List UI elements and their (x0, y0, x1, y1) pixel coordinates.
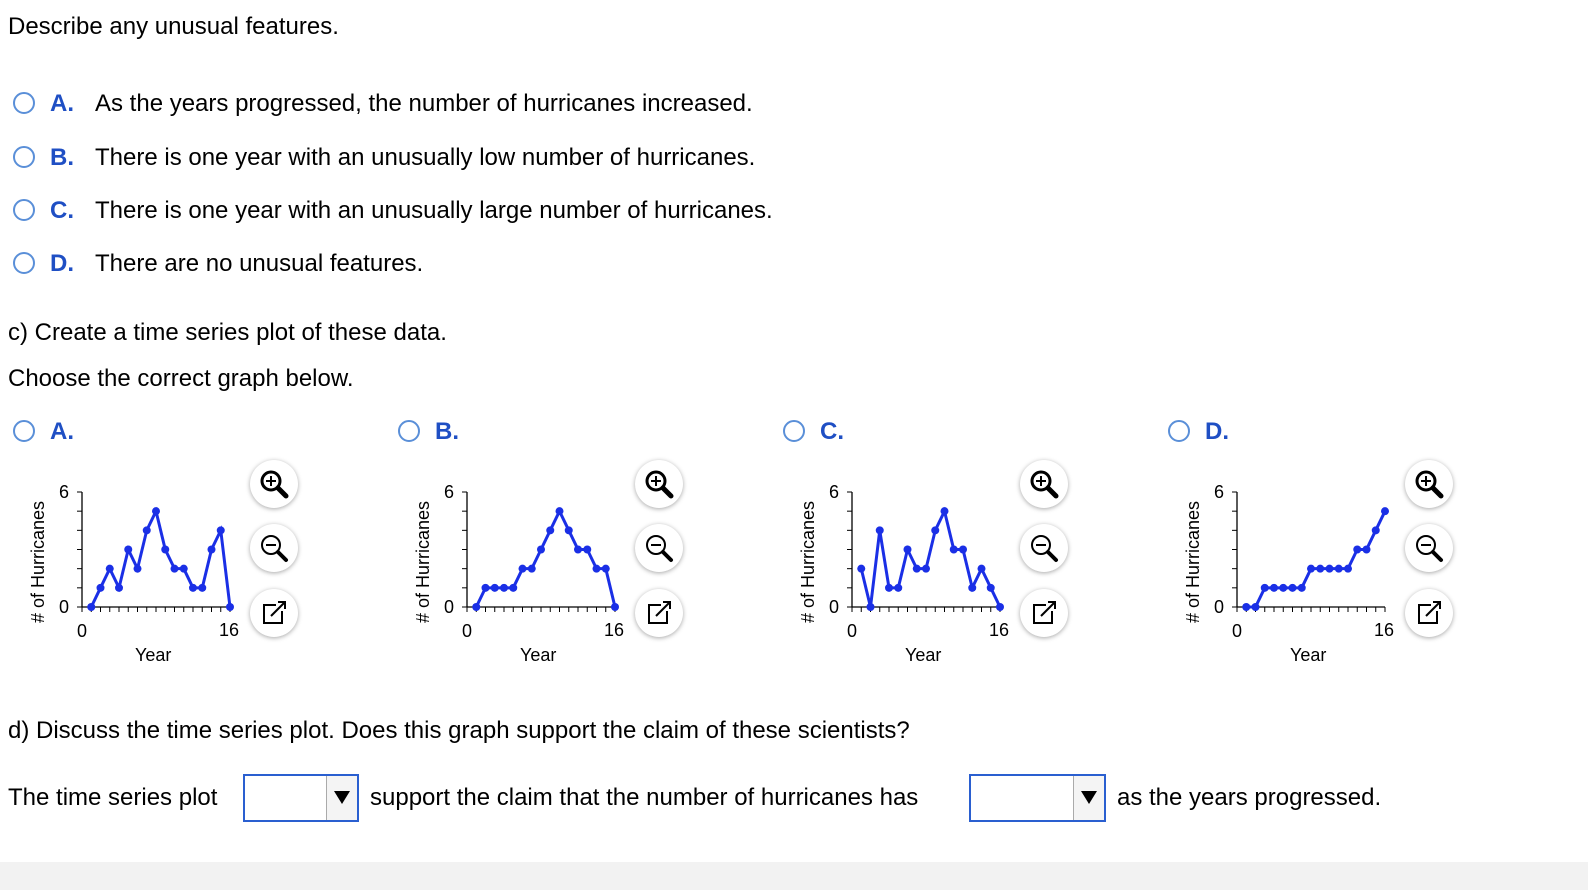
data-point (904, 546, 912, 554)
option-b-c-text[interactable]: There is one year with an unusually large number of hurricanes. (95, 197, 773, 224)
zoom-out-button[interactable] (635, 524, 683, 572)
data-point (867, 603, 875, 611)
data-point (1252, 603, 1260, 611)
y-axis-label: # of Hurricanes (413, 500, 433, 623)
data-point (198, 584, 206, 592)
data-point (509, 584, 517, 592)
data-point (134, 565, 142, 573)
support-select[interactable] (243, 774, 359, 822)
dropdown-arrow-icon[interactable] (326, 776, 357, 820)
data-point (1372, 526, 1380, 534)
question-c-instruction: Choose the correct graph below. (8, 365, 354, 392)
data-point (1270, 584, 1278, 592)
y-tick-label-max: 6 (59, 482, 70, 502)
data-point (602, 565, 610, 573)
x-axis-label: Year (520, 645, 557, 665)
y-tick-label-min: 0 (829, 597, 840, 617)
popout-icon (1020, 589, 1068, 637)
graph-option-a-letter: A. (50, 418, 74, 445)
option-b-d-text[interactable]: There are no unusual features. (95, 250, 424, 277)
y-axis-label: # of Hurricanes (1183, 500, 1203, 623)
data-point (1316, 565, 1324, 573)
popout-button[interactable] (250, 589, 298, 637)
data-point (574, 546, 582, 554)
data-point (208, 546, 216, 554)
zoom-in-button[interactable] (1405, 460, 1453, 508)
data-point (611, 603, 619, 611)
data-point (1298, 584, 1306, 592)
data-point (987, 584, 995, 592)
data-point (1289, 584, 1297, 592)
data-point (556, 507, 564, 515)
data-point (1261, 584, 1269, 592)
y-tick-label-max: 6 (1214, 482, 1225, 502)
popout-button[interactable] (635, 589, 683, 637)
data-point (87, 603, 95, 611)
zoom-in-button[interactable] (250, 460, 298, 508)
data-point (472, 603, 480, 611)
zoom-out-button[interactable] (1405, 524, 1453, 572)
data-point (996, 603, 1004, 611)
data-point (482, 584, 490, 592)
x-axis-label: Year (905, 645, 942, 665)
y-axis-label: # of Hurricanes (28, 500, 48, 623)
sentence-part-2: support the claim that the number of hurricanes has (370, 784, 919, 811)
y-tick-label-max: 6 (829, 482, 840, 502)
zoom-in-button[interactable] (1020, 460, 1068, 508)
option-b-c-radio[interactable] (13, 199, 35, 221)
data-point (546, 526, 554, 534)
data-point (593, 565, 601, 573)
data-point (124, 546, 132, 554)
question-c-prompt: c) Create a time series plot of these data. (8, 319, 447, 346)
zoom-out-icon (250, 524, 298, 572)
graph-option-b-radio[interactable] (398, 420, 420, 442)
y-tick-label-min: 0 (444, 597, 455, 617)
zoom-out-icon (1020, 524, 1068, 572)
popout-icon (1405, 589, 1453, 637)
series-line (476, 511, 615, 607)
popout-icon (635, 589, 683, 637)
data-point (189, 584, 197, 592)
zoom-out-icon (635, 524, 683, 572)
dropdown-arrow-icon[interactable] (1073, 776, 1104, 820)
popout-button[interactable] (1405, 589, 1453, 637)
x-axis-label: Year (1290, 645, 1327, 665)
option-b-c-letter: C. (50, 197, 74, 224)
popout-icon (250, 589, 298, 637)
data-point (1353, 546, 1361, 554)
zoom-out-button[interactable] (1020, 524, 1068, 572)
question-d-prompt: d) Discuss the time series plot. Does this graph support the claim of these scientists? (8, 717, 910, 744)
graph-option-c-letter: C. (820, 418, 844, 445)
option-b-d-letter: D. (50, 250, 74, 277)
graph-option-d-letter: D. (1205, 418, 1229, 445)
data-point (857, 565, 865, 573)
series-line (91, 511, 230, 607)
graph-b (405, 455, 705, 675)
data-point (226, 603, 234, 611)
sentence-part-1: The time series plot (8, 784, 218, 811)
data-point (1307, 565, 1315, 573)
x-tick-label-max: 16 (1374, 620, 1395, 640)
x-tick-label-max: 16 (219, 620, 240, 640)
x-axis-label: Year (135, 645, 172, 665)
sentence-part-3: as the years progressed. (1117, 784, 1382, 811)
x-tick-label-min: 0 (462, 621, 473, 641)
data-point (152, 507, 160, 515)
data-point (115, 584, 123, 592)
data-point (922, 565, 930, 573)
option-b-a-text[interactable]: As the years progressed, the number of hurricanes increased. (95, 90, 753, 117)
graph-option-b-letter: B. (435, 418, 459, 445)
y-tick-label-min: 0 (1214, 597, 1225, 617)
data-point (500, 584, 508, 592)
data-point (528, 565, 536, 573)
data-point (217, 526, 225, 534)
data-point (171, 565, 179, 573)
option-b-b-letter: B. (50, 144, 74, 171)
zoom-out-button[interactable] (250, 524, 298, 572)
x-tick-label-min: 0 (77, 621, 88, 641)
graph-a (20, 455, 320, 675)
option-b-b-radio[interactable] (13, 146, 35, 168)
data-point (537, 546, 545, 554)
data-point (941, 507, 949, 515)
data-point (1344, 565, 1352, 573)
data-point (1335, 565, 1343, 573)
graph-option-c-radio[interactable] (783, 420, 805, 442)
option-b-a-radio[interactable] (13, 92, 35, 114)
data-point (978, 565, 986, 573)
data-point (1242, 603, 1250, 611)
data-point (143, 526, 151, 534)
zoom-out-icon (1405, 524, 1453, 572)
data-point (565, 526, 573, 534)
graph-option-a-radio[interactable] (13, 420, 35, 442)
zoom-in-icon (1020, 460, 1068, 508)
graph-option-d-radio[interactable] (1168, 420, 1190, 442)
data-point (491, 584, 499, 592)
data-point (97, 584, 105, 592)
data-point (876, 526, 884, 534)
data-point (959, 546, 967, 554)
data-point (161, 546, 169, 554)
data-point (1381, 507, 1389, 515)
zoom-in-button[interactable] (635, 460, 683, 508)
popout-button[interactable] (1020, 589, 1068, 637)
data-point (519, 565, 527, 573)
zoom-in-icon (1405, 460, 1453, 508)
data-point (583, 546, 591, 554)
data-point (180, 565, 188, 573)
data-point (950, 546, 958, 554)
zoom-in-icon (635, 460, 683, 508)
data-point (913, 565, 921, 573)
y-tick-label-min: 0 (59, 597, 70, 617)
data-point (931, 526, 939, 534)
question-b-prompt: Describe any unusual features. (8, 13, 339, 40)
y-tick-label-max: 6 (444, 482, 455, 502)
option-b-b-text[interactable]: There is one year with an unusually low number of hurricanes. (95, 144, 756, 171)
x-tick-label-min: 0 (847, 621, 858, 641)
zoom-in-icon (250, 460, 298, 508)
x-tick-label-min: 0 (1232, 621, 1243, 641)
graph-c (790, 455, 1090, 675)
data-point (1363, 546, 1371, 554)
data-point (968, 584, 976, 592)
data-point (1326, 565, 1334, 573)
series-line (861, 511, 1000, 607)
x-tick-label-max: 16 (604, 620, 625, 640)
data-point (894, 584, 902, 592)
option-b-d-radio[interactable] (13, 252, 35, 274)
footer-bar (0, 862, 1588, 890)
graph-d (1175, 455, 1475, 675)
option-b-a-letter: A. (50, 90, 74, 117)
y-axis-label: # of Hurricanes (798, 500, 818, 623)
series-line (1246, 511, 1385, 607)
data-point (106, 565, 114, 573)
data-point (1279, 584, 1287, 592)
x-tick-label-max: 16 (989, 620, 1010, 640)
data-point (885, 584, 893, 592)
trend-select[interactable] (969, 774, 1106, 822)
